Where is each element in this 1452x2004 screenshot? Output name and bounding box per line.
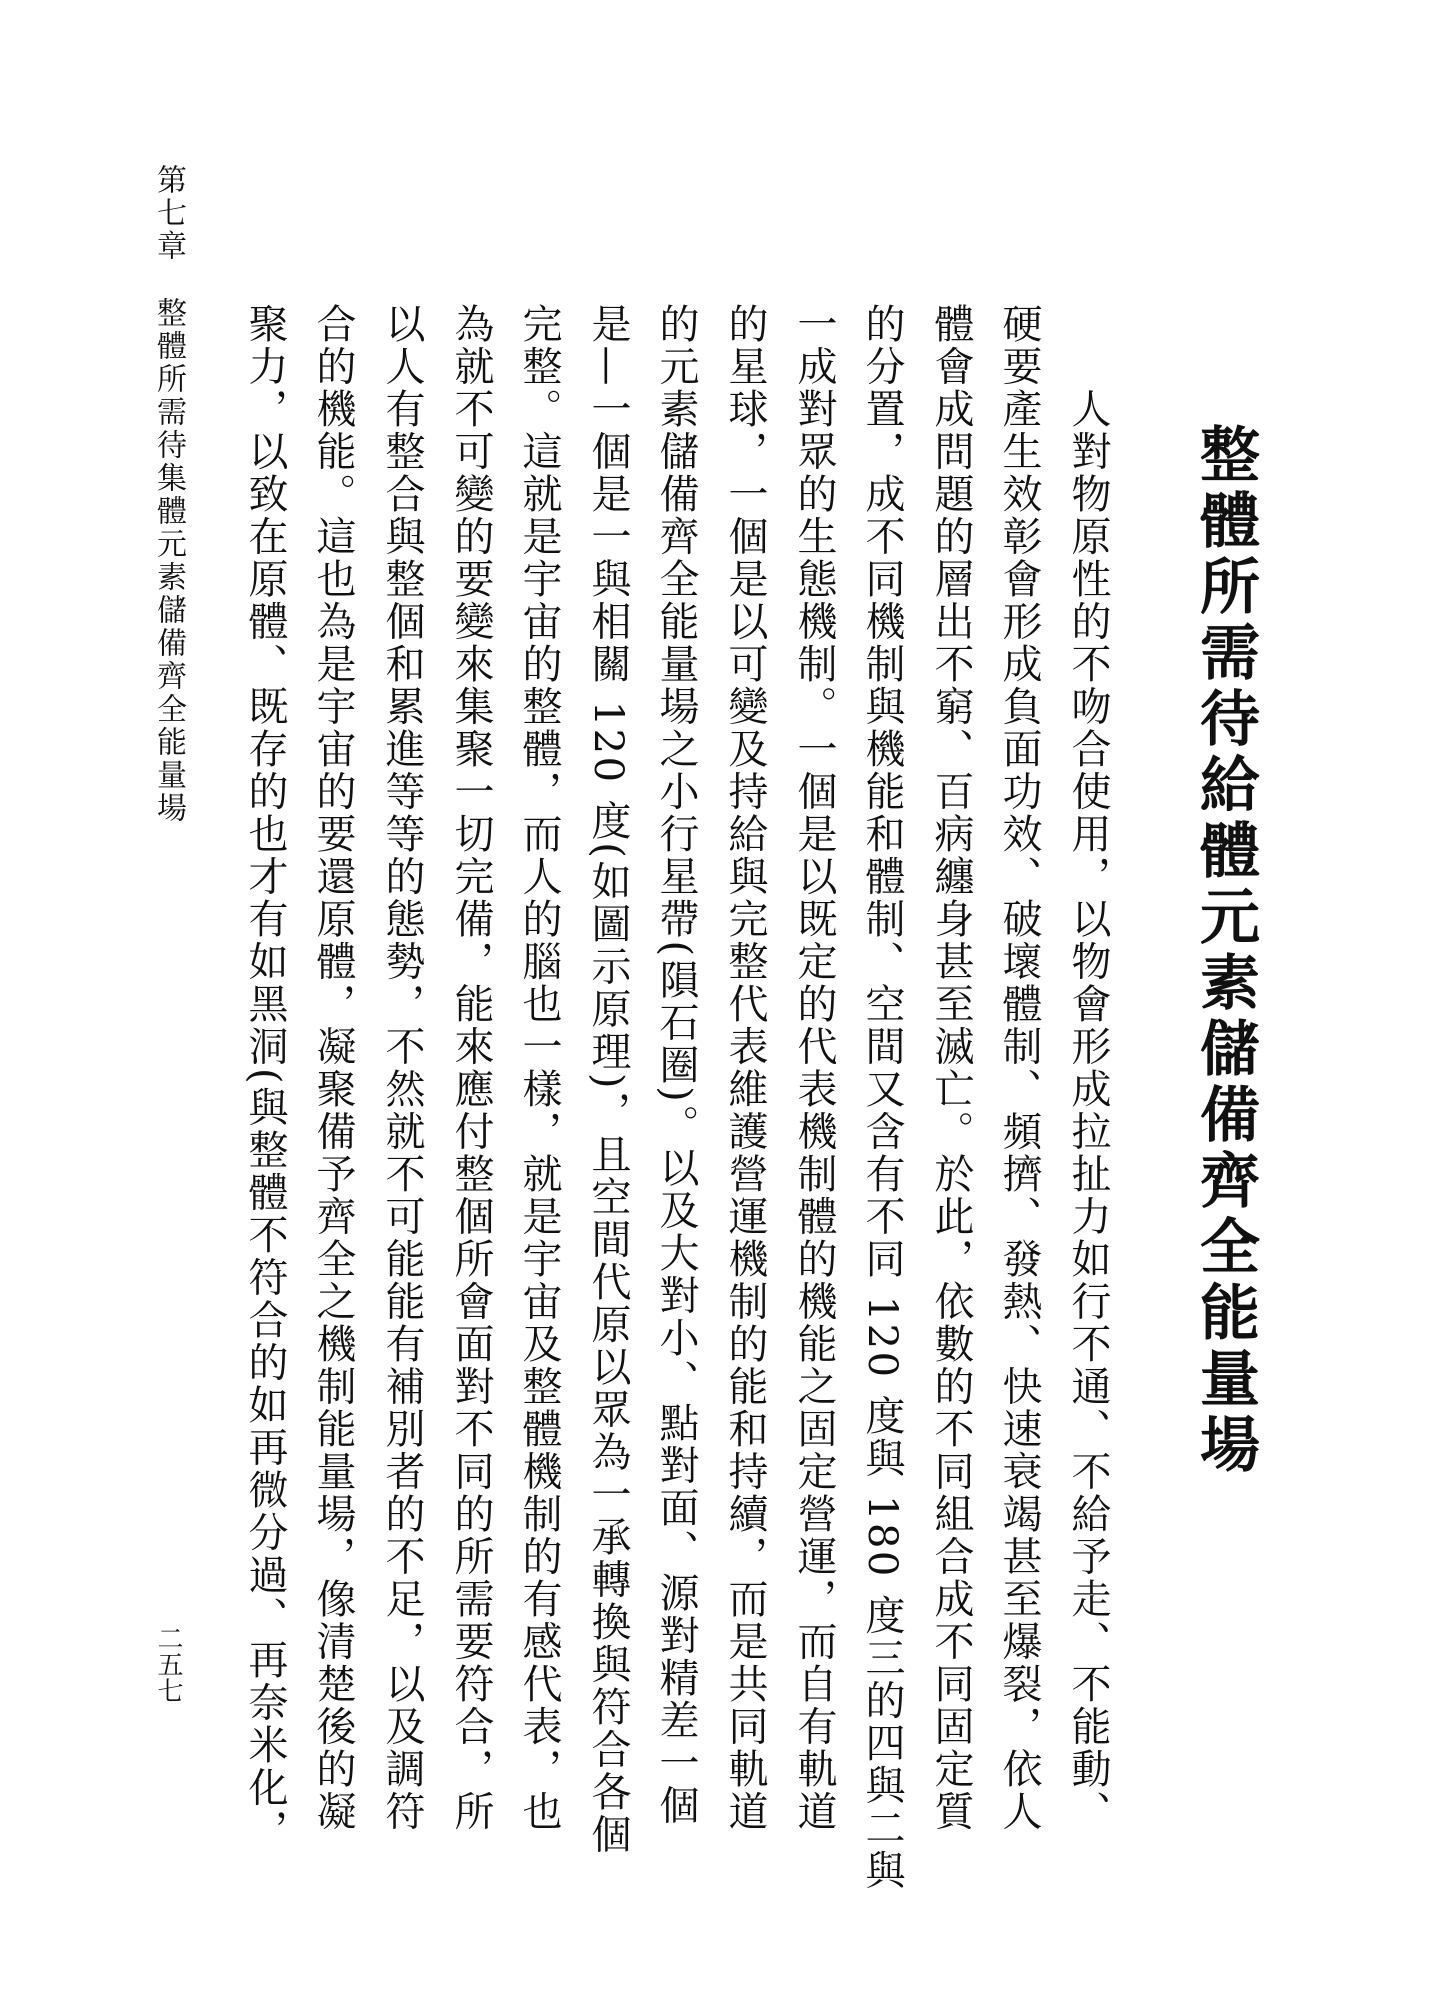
body-column-11: 以人有整合與整個和累進等等的態勢，不然就不可能能有補別者的不足，以及調符: [379, 303, 425, 1833]
body-column-1: 人對物原性的不吻合使用，以物會形成拉扯力如行不通、不給予走、不能動、: [1065, 388, 1111, 1833]
body-column-3: 體會成問題的層出不窮、百病纏身甚至滅亡。於此，依數的不同組合成不同固定質: [928, 303, 974, 1833]
body-column-8: 是—一個是一與相關 120 度(如圖示原理)，且空間代原以眾為一承轉換與符合各個: [585, 303, 631, 1856]
body-column-4: 的分置，成不同機制與機能和體制、空間又含有不同 120 度與 180 度三的四與二與: [859, 303, 905, 1892]
running-head-title: 整體所需待集體元素儲備齊全能量場: [151, 297, 186, 825]
body-column-5: 一成對眾的生態機制。一個是以既定的代表機制體的機能之固定營運，而自有軌道: [791, 303, 837, 1833]
running-head-chapter: 第七章: [151, 164, 186, 263]
page-number: 二五七: [153, 1625, 183, 1703]
body-column-10: 為就不可變的要變來集聚一切完備，能來應付整個所會面對不同的所需要符合，所: [448, 303, 494, 1833]
body-column-13: 聚力，以致在原體、既存的也才有如黑洞(與整體不符合的如再微分過、再奈米化，: [242, 303, 288, 1852]
body-column-9: 完整。這就是宇宙的整體，而人的腦也一樣，就是宇宙及整體機制的有感代表，也: [516, 303, 562, 1833]
body-column-7: 的元素儲備齊全能量場之小行星帶(隕石圈)。以及大對小、點對面、源對精差一個: [653, 303, 699, 1827]
body-column-2: 硬要產生效彰會形成負面功效、破壞體制、頻擠、發熱、快速衰竭甚至爆裂，依人: [996, 303, 1042, 1833]
body-column-12: 合的機能。這也為是宇宙的要還原體，凝聚備予齊全之機制能量場，像清楚後的凝: [310, 303, 356, 1833]
body-column-6: 的星球，一個是以可變及持給與完整代表維護營運機制的能和持續，而是共同軌道: [722, 303, 768, 1833]
chapter-title: 整體所需待給體元素儲備齊全能量場: [1190, 423, 1260, 1479]
